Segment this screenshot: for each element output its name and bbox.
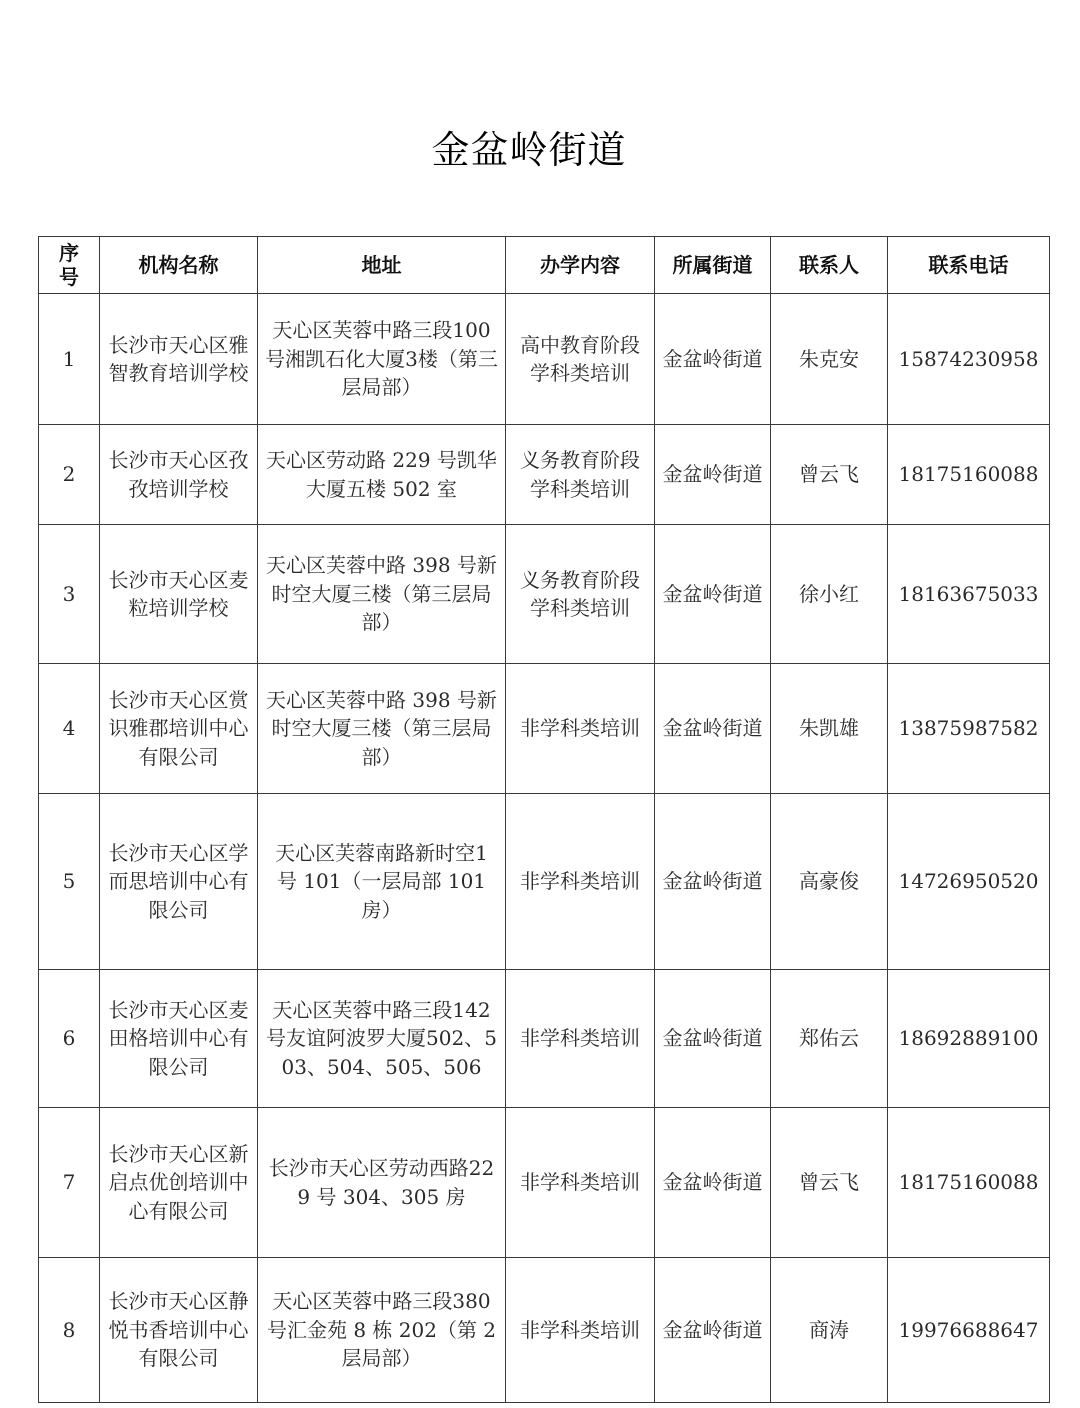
header-name: 机构名称 (100, 237, 258, 294)
cell-street: 金盆岭街道 (655, 1108, 771, 1258)
cell-street: 金盆岭街道 (655, 794, 771, 970)
cell-phone: 14726950520 (888, 794, 1050, 970)
cell-name: 长沙市天心区麦粒培训学校 (100, 525, 258, 664)
cell-street: 金盆岭街道 (655, 1258, 771, 1403)
cell-content: 非学科类培训 (506, 1258, 655, 1403)
cell-content: 非学科类培训 (506, 1108, 655, 1258)
cell-contact: 朱凯雄 (771, 664, 888, 794)
cell-content: 义务教育阶段学科类培训 (506, 425, 655, 525)
cell-phone: 18692889100 (888, 970, 1050, 1108)
cell-contact: 高豪俊 (771, 794, 888, 970)
cell-contact: 朱克安 (771, 294, 888, 425)
cell-phone: 13875987582 (888, 664, 1050, 794)
cell-content: 非学科类培训 (506, 970, 655, 1108)
cell-address: 天心区芙蓉中路三段380 号汇金苑 8 栋 202（第 2 层局部） (258, 1258, 506, 1403)
cell-contact: 商涛 (771, 1258, 888, 1403)
table-row (39, 525, 1050, 664)
cell-phone: 18175160088 (888, 425, 1050, 525)
cell-name: 长沙市天心区雅智教育培训学校 (100, 294, 258, 425)
header-index: 序号 (39, 237, 100, 294)
header-phone: 联系电话 (888, 237, 1050, 294)
cell-address: 天心区芙蓉中路三段142 号友谊阿波罗大厦502、503、504、505、506 (258, 970, 506, 1108)
cell-content: 高中教育阶段学科类培训 (506, 294, 655, 425)
cell-contact: 曾云飞 (771, 425, 888, 525)
cell-address: 天心区芙蓉南路新时空1 号 101（一层局部 101 房） (258, 794, 506, 970)
cell-content: 非学科类培训 (506, 664, 655, 794)
cell-street: 金盆岭街道 (655, 664, 771, 794)
cell-address: 长沙市天心区劳动西路229 号 304、305 房 (258, 1108, 506, 1258)
cell-index: 3 (39, 525, 100, 664)
institution-table (38, 236, 1050, 1403)
header-row (39, 237, 1050, 294)
cell-phone: 18175160088 (888, 1108, 1050, 1258)
header-contact: 联系人 (771, 237, 888, 294)
cell-address: 天心区芙蓉中路 398 号新时空大厦三楼（第三层局部） (258, 525, 506, 664)
table-row (39, 425, 1050, 525)
cell-name: 长沙市天心区学而思培训中心有限公司 (100, 794, 258, 970)
cell-name: 长沙市天心区孜孜培训学校 (100, 425, 258, 525)
cell-name: 长沙市天心区麦田格培训中心有限公司 (100, 970, 258, 1108)
cell-index: 6 (39, 970, 100, 1108)
table-row (39, 970, 1050, 1108)
cell-phone: 19976688647 (888, 1258, 1050, 1403)
cell-index: 4 (39, 664, 100, 794)
cell-index: 5 (39, 794, 100, 970)
cell-index: 1 (39, 294, 100, 425)
cell-street: 金盆岭街道 (655, 425, 771, 525)
table-row (39, 794, 1050, 970)
cell-index: 8 (39, 1258, 100, 1403)
cell-name: 长沙市天心区静悦书香培训中心有限公司 (100, 1258, 258, 1403)
cell-name: 长沙市天心区赏识雅郡培训中心有限公司 (100, 664, 258, 794)
cell-content: 义务教育阶段学科类培训 (506, 525, 655, 664)
header-street: 所属街道 (655, 237, 771, 294)
cell-address: 天心区芙蓉中路三段100号湘凯石化大厦3楼（第三层局部） (258, 294, 506, 425)
cell-contact: 郑佑云 (771, 970, 888, 1108)
table-row (39, 1258, 1050, 1403)
header-address: 地址 (258, 237, 506, 294)
page-title: 金盆岭街道 (431, 128, 627, 172)
cell-address: 天心区芙蓉中路 398 号新时空大厦三楼（第三层局部） (258, 664, 506, 794)
table-row (39, 664, 1050, 794)
cell-street: 金盆岭街道 (655, 294, 771, 425)
cell-phone: 18163675033 (888, 525, 1050, 664)
cell-street: 金盆岭街道 (655, 970, 771, 1108)
cell-name: 长沙市天心区新启点优创培训中心有限公司 (100, 1108, 258, 1258)
cell-index: 2 (39, 425, 100, 525)
cell-content: 非学科类培训 (506, 794, 655, 970)
table-row (39, 294, 1050, 425)
cell-contact: 徐小红 (771, 525, 888, 664)
cell-index: 7 (39, 1108, 100, 1258)
cell-contact: 曾云飞 (771, 1108, 888, 1258)
table-row (39, 1108, 1050, 1258)
cell-address: 天心区劳动路 229 号凯华大厦五楼 502 室 (258, 425, 506, 525)
cell-phone: 15874230958 (888, 294, 1050, 425)
cell-street: 金盆岭街道 (655, 525, 771, 664)
header-content: 办学内容 (506, 237, 655, 294)
